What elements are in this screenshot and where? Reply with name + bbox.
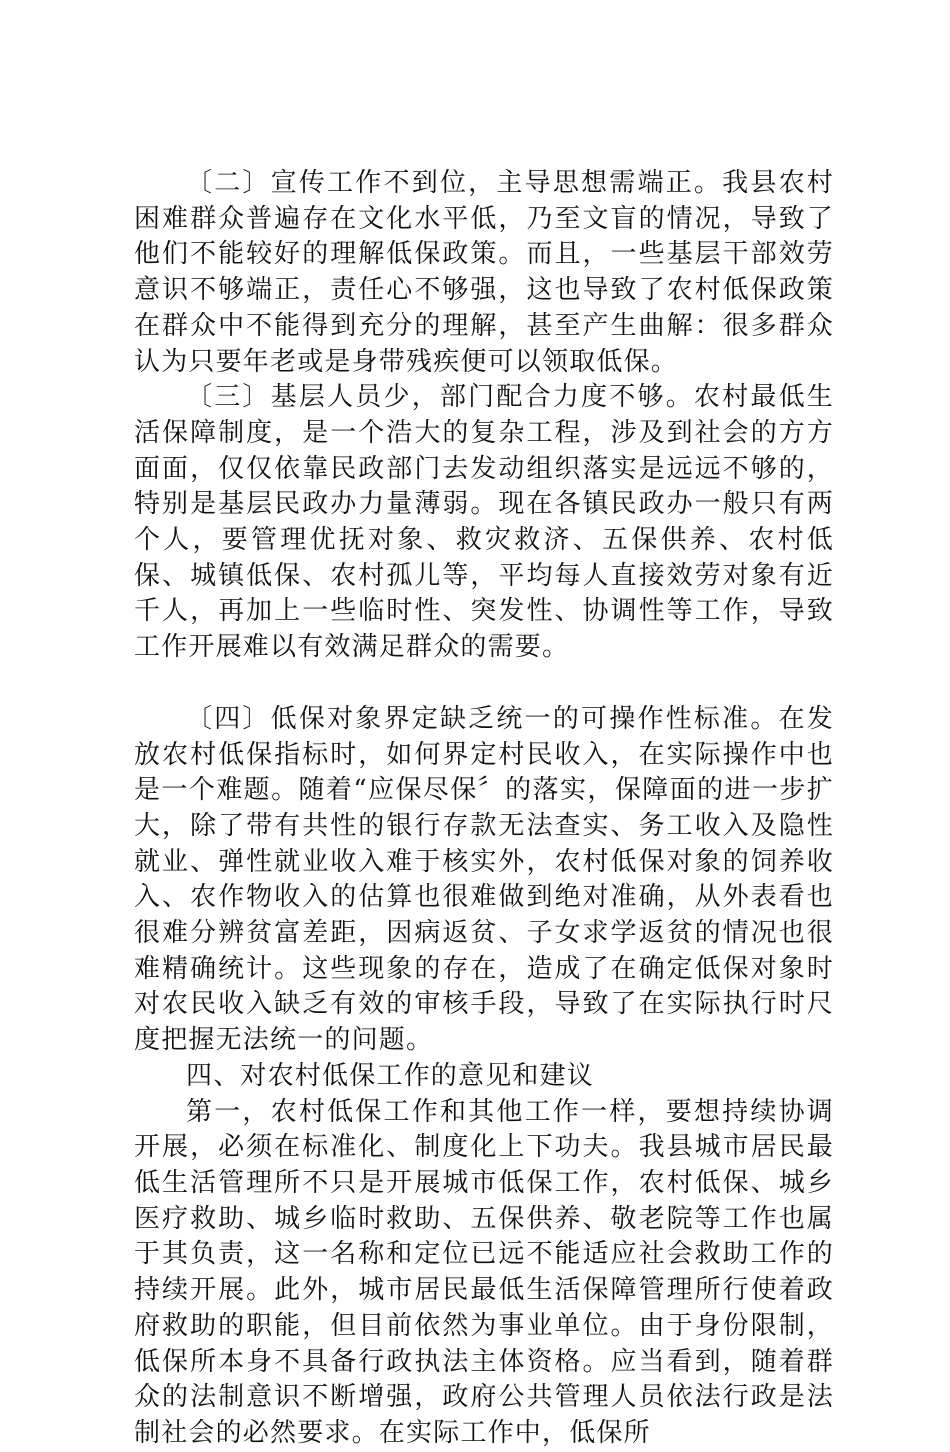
paragraph-spacer bbox=[134, 666, 834, 702]
section-heading: 四、对农村低保工作的意见和建议 bbox=[186, 1060, 595, 1091]
document-body bbox=[134, 166, 834, 1452]
paragraph-promotion: 〔二〕宣传工作不到位，主导思想需端正。我县农村困难群众普遍存在文化水平低，乃至文盲的情况，导致了他们不能较好的理解低保政策。而且，一些基层干部效劳意识不够端正，责任心不够强，这也导致了农村低保政策在群众中不能得到充分的理解，甚至产生曲解：很多群众认为只要年老或是身带残疾便可以领取低保。 bbox=[134, 168, 834, 377]
paragraph-suggestion-1: 第一，农村低保工作和其他工作一样，要想持续协调开展，必须在标准化、制度化上下功夫。我县城市居民最低生活管理所不只是开展城市低保工作，农村低保、城乡医疗救助、城乡临时救助、五保供养、敬老院等工作也属于其负责，这一名称和定位已远不能适应社会救助工作的持续开展。此外，城市居民最低生活保障管理所行使着政府救助的职能，但目前依然为事业单位。由于身份限制，低保所本身不具备行政执法主体资格。应当看到，随着群众的法制意识不断增强，政府公共管理人员依法行政是法制社会的必然要求。在实际工作中，低保所 bbox=[134, 1096, 834, 1448]
paragraph-standards: 〔四〕低保对象界定缺乏统一的可操作性标准。在发放农村低保指标时，如何界定村民收入，在实际操作中也是一个难题。随着“应保尽保〞的落实，保障面的进一步扩大，除了带有共性的银行存款无法查实、务工收入及隐性就业、弹性就业收入难于核实外，农村低保对象的饲养收入、农作物收入的估算也很难做到绝对准确，从外表看也很难分辨贫富差距，因病返贫、子女求学返贫的情况也很难精确统计。这些现象的存在，造成了在确定低保对象时对农民收入缺乏有效的审核手段，导致了在实际执行时尺度把握无法统一的问题。 bbox=[134, 703, 834, 1056]
paragraph-staffing: 〔三〕基层人员少，部门配合力度不够。农村最低生活保障制度，是一个浩大的复杂工程，涉及到社会的方方面面，仅仅依靠民政部门去发动组织落实是远远不够的，特别是基层民政办力量薄弱。现在各镇民政办一般只有两个人，要管理优抚对象、救灾救济、五保供养、农村低保、城镇低保、农村孤儿等，平均每人直接效劳对象有近千人，再加上一些临时性、突发性、协调性等工作，导致工作开展难以有效满足群众的需要。 bbox=[134, 382, 834, 663]
